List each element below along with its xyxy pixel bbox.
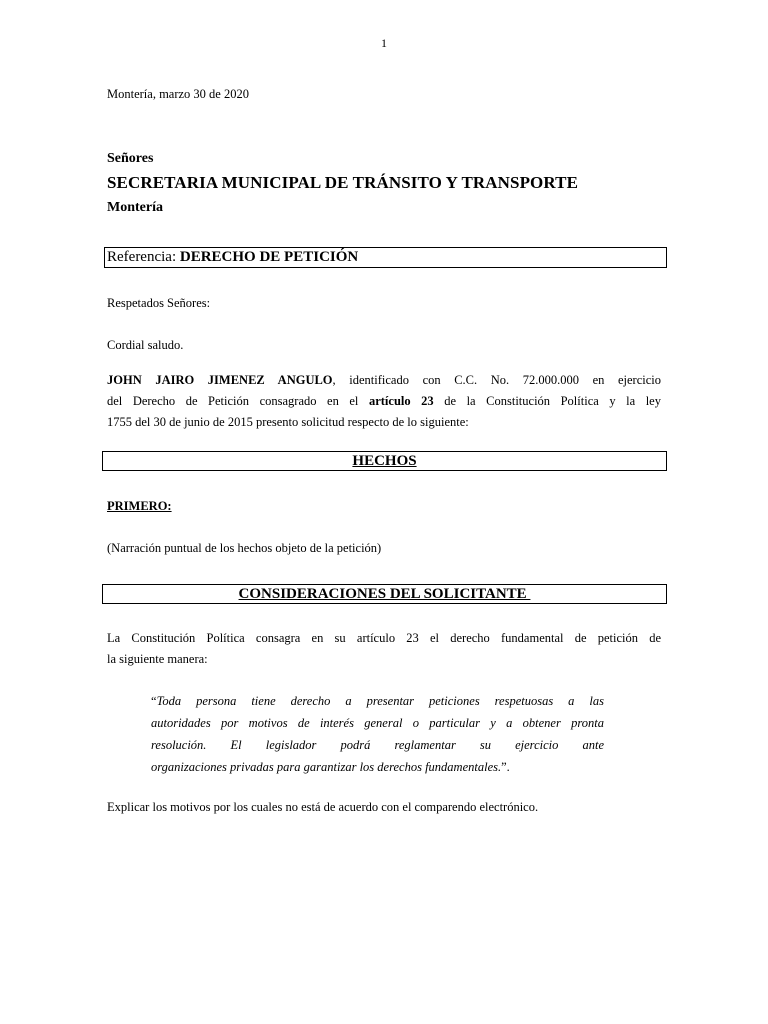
reference-box bbox=[104, 247, 667, 268]
petitioner-name: JOHN JAIRO JIMENEZ ANGULO bbox=[107, 373, 333, 387]
primero-label: PRIMERO: bbox=[107, 499, 172, 513]
addressee-salutation: Señores bbox=[107, 151, 154, 166]
quote-close-mark: ”. bbox=[501, 760, 510, 774]
section-hechos-title: HECHOS bbox=[352, 453, 417, 469]
intro-line-1-rest: , identificado con C.C. No. 72.000.000 en ejercicio bbox=[332, 373, 661, 387]
considerations-line-1: La Constitución Política consagra en su artículo 23 el derecho fundamental de petición de bbox=[107, 631, 661, 645]
intro-line-1 bbox=[107, 370, 661, 391]
reference-value: DERECHO DE PETICIÓN bbox=[179, 249, 359, 265]
page-number: 1 bbox=[381, 36, 387, 50]
addressee-city: Montería bbox=[107, 200, 163, 215]
closing-text: Explicar los motivos por los cuales no está de acuerdo con el comparendo electrónico. bbox=[107, 800, 539, 814]
quote-line-4-text: organizaciones privadas para garantizar los derechos fundamentales. bbox=[151, 760, 502, 774]
constitution-quote bbox=[151, 690, 604, 778]
date-line: Montería, marzo 30 de 2020 bbox=[107, 87, 249, 101]
considerations-paragraph bbox=[107, 628, 661, 670]
section-hechos bbox=[102, 451, 667, 471]
quote-line-2: autoridades por motivos de interés general o particular y a obtener pronta bbox=[151, 716, 604, 730]
cordial-greeting: Cordial saludo. bbox=[107, 338, 184, 352]
intro-line-2-pre: del Derecho de Petición consagrado en el bbox=[107, 394, 369, 408]
quote-line-1-text: Toda persona tiene derecho a presentar peticiones respetuosas a las bbox=[156, 694, 604, 708]
intro-line-2 bbox=[107, 391, 661, 412]
intro-line-2-post: de la Constitución Política y la ley bbox=[433, 394, 661, 408]
quote-line-1 bbox=[151, 690, 604, 712]
intro-line-3: 1755 del 30 de junio de 2015 presento solicitud respecto de lo siguiente: bbox=[107, 415, 469, 429]
addressee-organization: SECRETARIA MUNICIPAL DE TRÁNSITO Y TRANSPORTE bbox=[107, 173, 579, 192]
greeting: Respetados Señores: bbox=[107, 296, 211, 310]
considerations-line-2: la siguiente manera: bbox=[107, 652, 208, 666]
reference-label: Referencia: bbox=[107, 249, 177, 265]
article-reference: artículo 23 bbox=[368, 394, 434, 408]
quote-open-mark: “ bbox=[151, 694, 157, 708]
intro-paragraph bbox=[107, 370, 661, 433]
quote-line-4 bbox=[151, 756, 604, 778]
section-consideraciones bbox=[102, 584, 667, 604]
primero-text: (Narración puntual de los hechos objeto de la petición) bbox=[107, 541, 382, 555]
quote-line-3: resolución. El legislador podrá reglamentar su ejercicio ante bbox=[151, 738, 604, 752]
section-consideraciones-title: CONSIDERACIONES DEL SOLICITANTE bbox=[238, 586, 531, 602]
